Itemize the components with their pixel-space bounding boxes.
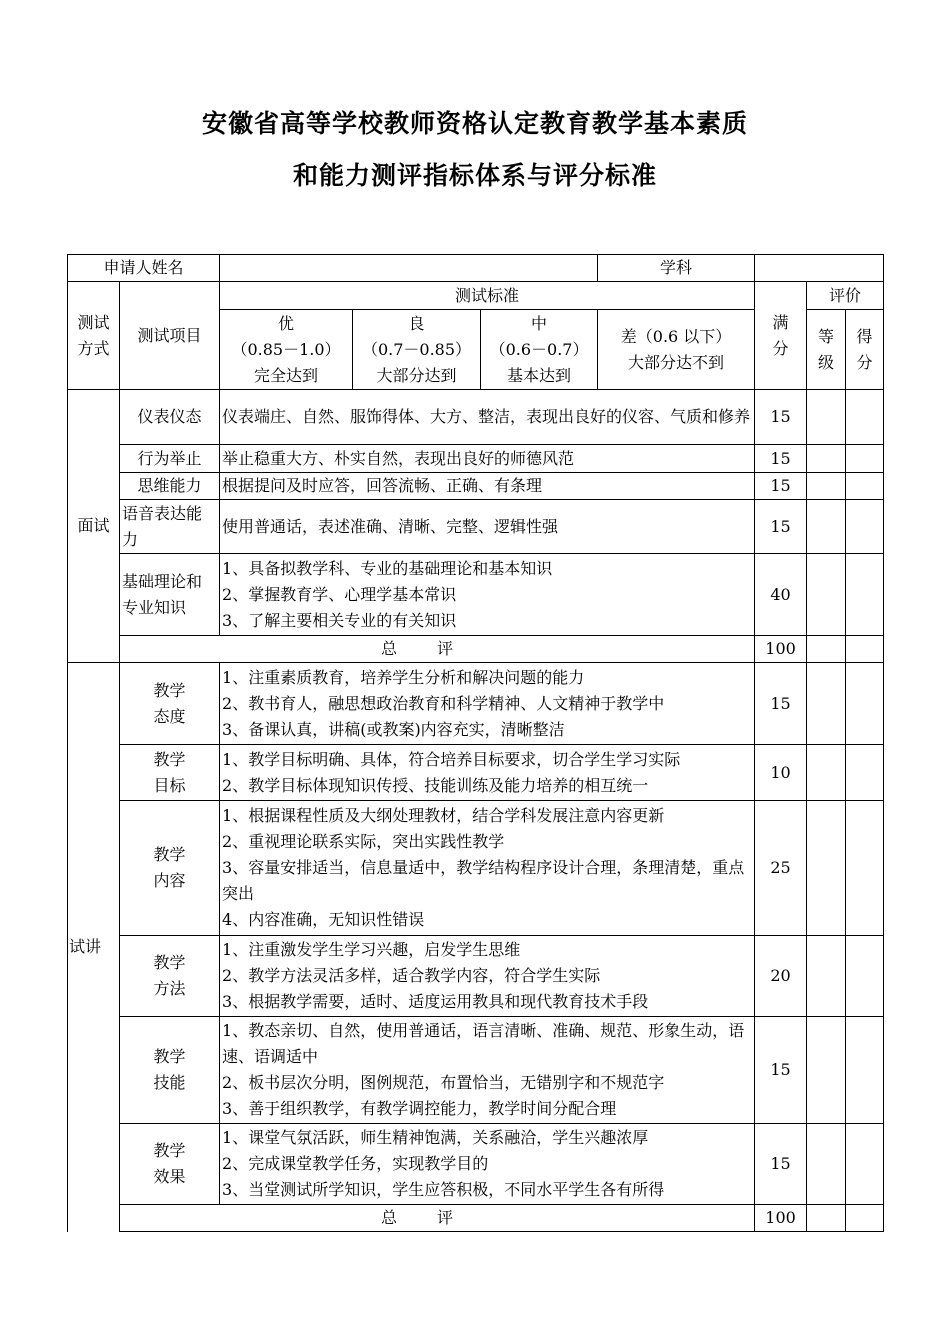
interview-item-score: 15 [755, 500, 807, 554]
criteria-line: 1、注重激发学生学习兴趣，启发学生思维 [222, 940, 521, 959]
interview-method: 面试 [68, 390, 120, 663]
criteria-line: 1、注重素质教育，培养学生分析和解决问题的能力 [222, 667, 585, 687]
level-poor [598, 310, 755, 390]
grade-cell[interactable] [807, 1017, 846, 1124]
interview-item-score: 15 [755, 473, 807, 500]
level-excellent [220, 310, 353, 390]
criteria-line: 举止稳重大方、朴实自然，表现出良好的师德风范 [222, 448, 575, 468]
subject-field[interactable] [755, 255, 884, 282]
level-fair-desc: 基本达到 [507, 365, 572, 385]
interview-item-name: 思维能力 [120, 473, 220, 500]
trial-item-name-1: 教学 [153, 1141, 186, 1160]
criteria-line: 使用普通话，表述准确、清晰、完整、逻辑性强 [222, 516, 559, 536]
trial-item-criteria [220, 663, 755, 745]
level-fair [481, 310, 598, 390]
applicant-name-label: 申请人姓名 [68, 255, 220, 282]
level-good [353, 310, 481, 390]
level-poor-desc: 大部分达不到 [628, 352, 725, 372]
criteria-line: 1、课堂气氛活跃，师生精神饱满，关系融洽，学生兴趣浓厚 [222, 1128, 649, 1147]
trial-item-name-2: 效果 [153, 1167, 186, 1186]
trial-item-criteria [220, 1124, 755, 1205]
level-fair-range: （0.6－0.7） [489, 339, 589, 359]
grade-cell[interactable] [807, 745, 846, 801]
level-good-range: （0.7－0.85） [361, 339, 472, 359]
trial-item-name [120, 936, 220, 1017]
grade-cell[interactable] [807, 445, 846, 473]
trial-total-score: 100 [755, 1205, 807, 1232]
criteria-line: 3、善于组织教学，有教学调控能力，教学时间分配合理 [222, 1099, 617, 1118]
trial-item-name [120, 1124, 220, 1205]
interview-item-name: 行为举止 [120, 445, 220, 473]
level-excellent-range: （0.85－1.0） [231, 339, 341, 359]
level-good-name: 良 [408, 313, 425, 333]
level-excellent-desc: 完全达到 [254, 365, 319, 385]
level-fair-name: 中 [531, 313, 548, 333]
trial-item-name-2: 内容 [153, 871, 186, 890]
eval-header: 评价 [807, 282, 884, 310]
criteria-line: 3、备课认真，讲稿(或教案)内容充实，清晰整洁 [222, 719, 565, 739]
grade-cell[interactable] [807, 663, 846, 745]
criteria-line: 4、内容准确，无知识性错误 [222, 910, 425, 929]
evaluation-table [67, 254, 884, 1232]
criteria-line: 2、教学目标体现知识传授、技能训练及能力培养的相互统一 [222, 775, 649, 795]
score-cell[interactable] [846, 1124, 884, 1205]
trial-item-name-1: 教学 [153, 680, 186, 700]
grade-cell[interactable] [807, 473, 846, 500]
grade-cell[interactable] [807, 1124, 846, 1205]
trial-item-name [120, 663, 220, 745]
method-header [68, 282, 120, 390]
score-cell[interactable] [846, 936, 884, 1017]
trial-item-name-2: 目标 [153, 775, 186, 795]
interview-item-name: 基础理论和专业知识 [120, 554, 220, 636]
trial-item-score: 10 [755, 745, 807, 801]
score-cell[interactable] [846, 390, 884, 445]
interview-item-name: 仪表仪态 [120, 390, 220, 445]
standard-header: 测试标准 [220, 282, 755, 310]
trial-item-name-1: 教学 [153, 845, 186, 864]
score-cell[interactable] [846, 445, 884, 473]
level-excellent-name: 优 [278, 313, 295, 333]
interview-item-name: 语音表达能力 [120, 500, 220, 554]
score-cell[interactable] [846, 663, 884, 745]
item-header: 测试项目 [120, 282, 220, 390]
criteria-line: 3、容量安排适当，信息量适中，教学结构程序设计合理，条理清楚，重点突出 [222, 858, 745, 903]
trial-item-name-1: 教学 [153, 749, 186, 769]
score-header [846, 310, 884, 390]
interview-item-criteria [220, 554, 755, 636]
trial-item-name-1: 教学 [153, 1047, 186, 1066]
document-title-line-1: 安徽省高等学校教师资格认定教育教学基本素质 [201, 109, 748, 138]
full-score-header-text: 满分 [772, 312, 789, 358]
criteria-line: 1、根据课程性质及大纲处理教材，结合学科发展注意内容更新 [222, 806, 665, 825]
criteria-line: 1、教态亲切、自然，使用普通话，语言清晰、准确、规范、形象生动，语速、语调适中 [222, 1021, 745, 1066]
score-cell[interactable] [846, 1205, 884, 1232]
trial-item-score: 15 [755, 663, 807, 745]
interview-item-score: 40 [755, 554, 807, 636]
trial-item-name [120, 1017, 220, 1124]
full-score-header [755, 282, 807, 390]
criteria-line: 2、重视理论联系实际，突出实践性教学 [222, 832, 505, 851]
trial-item-score: 25 [755, 801, 807, 936]
criteria-line: 仪表端庄、自然、服饰得体、大方、整洁，表现出良好的仪容、气质和修养 [222, 407, 751, 426]
trial-item-criteria [220, 936, 755, 1017]
grade-cell[interactable] [807, 1205, 846, 1232]
trial-total-label: 总评 [120, 1205, 755, 1232]
trial-item-score: 20 [755, 936, 807, 1017]
trial-item-name-2: 态度 [153, 706, 186, 726]
document-title-line-2: 和能力测评指标体系与评分标准 [292, 161, 657, 190]
trial-item-name [120, 745, 220, 801]
trial-item-score: 15 [755, 1017, 807, 1124]
interview-item-criteria [220, 390, 755, 445]
score-cell[interactable] [846, 636, 884, 663]
trial-item-name [120, 801, 220, 936]
interview-item-criteria [220, 473, 755, 500]
criteria-line: 2、教书育人，融思想政治教育和科学精神、人文精神于教学中 [222, 693, 665, 713]
trial-item-name-2: 技能 [153, 1073, 186, 1092]
grade-cell[interactable] [807, 554, 846, 636]
interview-item-criteria [220, 445, 755, 473]
criteria-line: 3、了解主要相关专业的有关知识 [222, 610, 457, 630]
trial-item-name-1: 教学 [153, 953, 186, 972]
grade-header-text: 等级 [818, 326, 835, 372]
criteria-line: 根据提问及时应答，回答流畅、正确、有条理 [222, 476, 543, 495]
grade-cell[interactable] [807, 801, 846, 936]
score-cell[interactable] [846, 554, 884, 636]
criteria-line: 1、教学目标明确、具体，符合培养目标要求，切合学生学习实际 [222, 749, 681, 769]
score-cell[interactable] [846, 500, 884, 554]
grade-header [807, 310, 846, 390]
score-cell[interactable] [846, 745, 884, 801]
criteria-line: 3、当堂测试所学知识，学生应答积极，不同水平学生各有所得 [222, 1180, 665, 1199]
score-header-text: 得分 [856, 326, 873, 372]
grade-cell[interactable] [807, 500, 846, 554]
score-cell[interactable] [846, 801, 884, 936]
criteria-line: 2、完成课堂教学任务，实现教学目的 [222, 1154, 489, 1173]
level-good-desc: 大部分达到 [376, 365, 457, 385]
trial-item-name-2: 方法 [153, 979, 186, 998]
interview-item-score: 15 [755, 390, 807, 445]
grade-cell[interactable] [807, 636, 846, 663]
criteria-line: 2、掌握教育学、心理学基本常识 [222, 584, 457, 604]
method-header-text: 测试方式 [77, 312, 110, 358]
grade-cell[interactable] [807, 936, 846, 1017]
criteria-line: 1、具备拟教学科、专业的基础理论和基本知识 [222, 558, 553, 578]
interview-total-score: 100 [755, 636, 807, 663]
criteria-line: 2、教学方法灵活多样，适合教学内容，符合学生实际 [222, 966, 601, 985]
criteria-line: 2、板书层次分明，图例规范，布置恰当，无错别字和不规范字 [222, 1073, 665, 1092]
interview-item-criteria [220, 500, 755, 554]
trial-item-criteria [220, 801, 755, 936]
trial-item-criteria [220, 745, 755, 801]
trial-item-score: 15 [755, 1124, 807, 1205]
applicant-name-field[interactable] [220, 255, 598, 282]
trial-item-criteria [220, 1017, 755, 1124]
interview-total-label: 总评 [120, 636, 755, 663]
score-cell[interactable] [846, 1017, 884, 1124]
score-cell[interactable] [846, 473, 884, 500]
subject-label: 学科 [598, 255, 755, 282]
level-poor-name: 差（0.6 以下） [620, 326, 732, 346]
criteria-line: 3、根据教学需要，适时、适度运用教具和现代教育技术手段 [222, 992, 649, 1011]
trial-method: 试讲 [68, 663, 120, 1232]
grade-cell[interactable] [807, 390, 846, 445]
interview-item-score: 15 [755, 445, 807, 473]
